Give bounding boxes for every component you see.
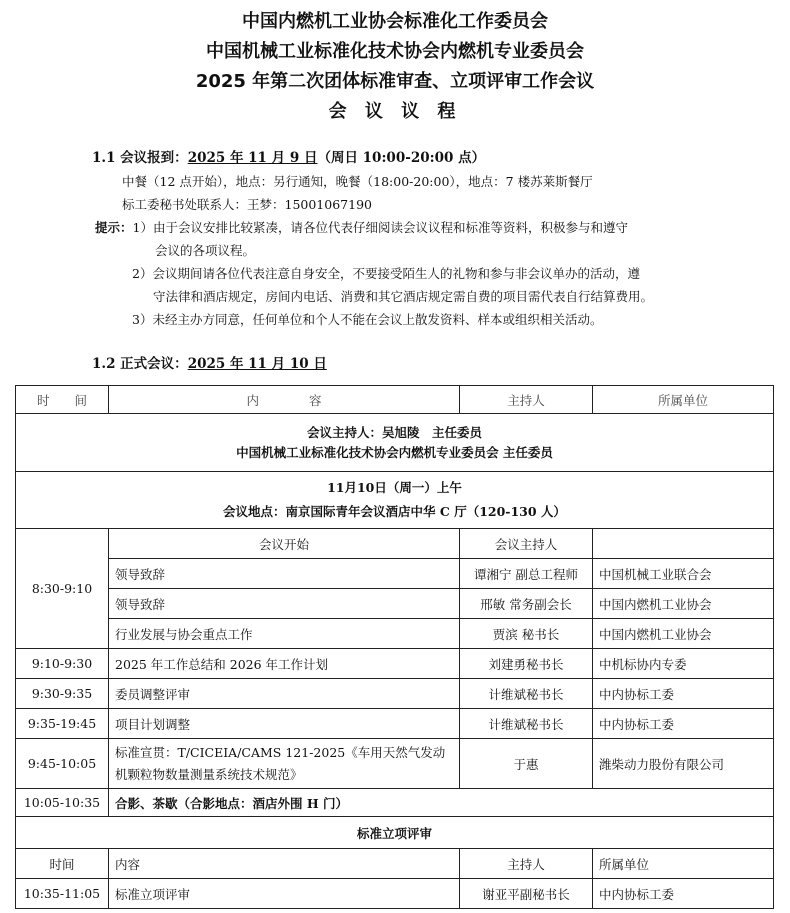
standard-org: 潍柴动力股份有限公司 bbox=[593, 739, 774, 789]
table-header-row bbox=[16, 386, 774, 414]
standard-time: 9:45-10:05 bbox=[16, 739, 109, 789]
title-line-4: 会 议 议 程 bbox=[328, 101, 462, 122]
section-2-label: 1.2 正式会议： bbox=[92, 356, 188, 372]
tips-label: 提示： bbox=[95, 220, 133, 235]
row-content: 2025 年工作总结和 2026 年工作计划 bbox=[109, 649, 460, 679]
row-host: 计维斌秘书长 bbox=[460, 679, 593, 709]
section-2-heading bbox=[92, 356, 327, 372]
section-1-date: 2025 年 11 月 9 日 bbox=[187, 150, 318, 166]
agenda-table bbox=[15, 385, 774, 909]
row-org: 中内协标工委 bbox=[593, 679, 774, 709]
section-1-label: 1.1 会议报到： bbox=[92, 150, 188, 166]
row-org: 中内协标工委 bbox=[593, 879, 774, 909]
row-host: 贾滨 秘书长 bbox=[460, 619, 593, 649]
table-row bbox=[16, 679, 774, 709]
sub-header-time: 时间 bbox=[16, 849, 109, 879]
standard-row bbox=[16, 739, 774, 789]
row-time: 9:10-9:30 bbox=[16, 649, 109, 679]
meals-info: 中餐（12 点开始），地点：另行通知，晚餐（18:00-20:00），地点：7 楼苏莱斯餐厅 bbox=[122, 174, 593, 189]
header-host: 主持人 bbox=[460, 386, 593, 414]
section-1-time: （周日 10:00-20:00 点） bbox=[317, 150, 486, 166]
row-org: 中国机械工业联合会 bbox=[593, 559, 774, 589]
title-line-2: 中国机械工业标准化技术协会内燃机专业委员会 bbox=[206, 41, 584, 62]
meeting-host-line-2: 中国机械工业标准化技术协会内燃机专业委员会 主任委员 bbox=[236, 444, 553, 460]
sub-header-org: 所属单位 bbox=[593, 849, 774, 879]
row-org: 中国内燃机工业协会 bbox=[593, 619, 774, 649]
row-time: 9:35-19:45 bbox=[16, 709, 109, 739]
row-host: 计维斌秘书长 bbox=[460, 709, 593, 739]
standard-content-line-2: 机颗粒物数量测量系统技术规范》 bbox=[115, 766, 303, 782]
row-host: 谭湘宁 副总工程师 bbox=[460, 559, 593, 589]
header-org: 所属单位 bbox=[593, 386, 774, 414]
host-row bbox=[16, 414, 774, 472]
review-title-row bbox=[16, 817, 774, 849]
meeting-host-line-1: 会议主持人：吴旭陵 主任委员 bbox=[306, 424, 482, 440]
table-row bbox=[16, 879, 774, 909]
photo-time: 10:05-10:35 bbox=[16, 789, 109, 817]
title-line-3: 2025 年第二次团体标准审查、立项评审工作会议 bbox=[195, 71, 595, 92]
opening-content: 会议开始 bbox=[109, 529, 460, 559]
table-row bbox=[16, 559, 774, 589]
tip-1 bbox=[95, 220, 628, 236]
photo-content: 合影、茶歇（合影地点：酒店外围 H 门） bbox=[109, 789, 774, 817]
opening-org bbox=[593, 529, 774, 559]
row-content: 领导致辞 bbox=[109, 589, 460, 619]
table-row bbox=[16, 589, 774, 619]
header-time: 时 间 bbox=[16, 386, 109, 414]
standard-content-line-1: 标准宣贯：T/CICEIA/CAMS 121-2025《车用天然气发动 bbox=[115, 744, 446, 760]
row-host: 刘建勇秘书长 bbox=[460, 649, 593, 679]
row-content: 标准立项评审 bbox=[109, 879, 460, 909]
sub-header-host: 主持人 bbox=[460, 849, 593, 879]
row-content: 项目计划调整 bbox=[109, 709, 460, 739]
table-row bbox=[16, 619, 774, 649]
row-content: 行业发展与协会重点工作 bbox=[109, 619, 460, 649]
header-content: 内 容 bbox=[109, 386, 460, 414]
tip-3: 3）未经主办方同意，任何单位和个人不能在会议上散发资料、样本或组织相关活动。 bbox=[132, 312, 603, 327]
row-org: 中国内燃机工业协会 bbox=[593, 589, 774, 619]
tip-2: 2）会议期间请各位代表注意自身安全，不要接受陌生人的礼物和参与非会议单办的活动，遵 bbox=[132, 266, 640, 281]
row-org: 中机标协内专委 bbox=[593, 649, 774, 679]
opening-row bbox=[16, 529, 774, 559]
row-host: 邢敏 常务副会长 bbox=[460, 589, 593, 619]
row-content: 领导致辞 bbox=[109, 559, 460, 589]
standard-content bbox=[109, 739, 460, 789]
meeting-host-cell bbox=[16, 414, 774, 472]
review-title: 标准立项评审 bbox=[16, 817, 774, 849]
row-time: 9:30-9:35 bbox=[16, 679, 109, 709]
row-host: 谢亚平副秘书长 bbox=[460, 879, 593, 909]
row-content: 委员调整评审 bbox=[109, 679, 460, 709]
opening-host: 会议主持人 bbox=[460, 529, 593, 559]
block-time: 8:30-9:10 bbox=[16, 529, 109, 649]
session-cell bbox=[16, 472, 774, 529]
section-1-heading bbox=[92, 150, 485, 166]
row-org: 中内协标工委 bbox=[593, 709, 774, 739]
sub-header-content: 内容 bbox=[109, 849, 460, 879]
title-line-1: 中国内燃机工业协会标准化工作委员会 bbox=[242, 11, 548, 32]
contact-info: 标工委秘书处联系人：王梦：15001067190 bbox=[122, 197, 372, 212]
sub-header-row bbox=[16, 849, 774, 879]
row-time: 10:35-11:05 bbox=[16, 879, 109, 909]
standard-host: 于惠 bbox=[460, 739, 593, 789]
table-row bbox=[16, 649, 774, 679]
tip-2-cont: 守法律和酒店规定，房间内电话、消费和其它酒店规定需自费的项目需代表自行结算费用。 bbox=[153, 289, 654, 304]
photo-row bbox=[16, 789, 774, 817]
session-venue: 会议地点：南京国际青年会议酒店中华 C 厅（120-130 人） bbox=[223, 504, 566, 519]
section-2-date: 2025 年 11 月 10 日 bbox=[187, 356, 327, 372]
session-date: 11月10日（周一）上午 bbox=[327, 480, 462, 495]
table-row bbox=[16, 709, 774, 739]
session-row bbox=[16, 472, 774, 529]
tip-1-text: 1）由于会议安排比较紧凑，请各位代表仔细阅读会议议程和标准等资料，积极参与和遵守 bbox=[132, 220, 628, 235]
tip-1-cont: 会议的各项议程。 bbox=[155, 243, 256, 258]
